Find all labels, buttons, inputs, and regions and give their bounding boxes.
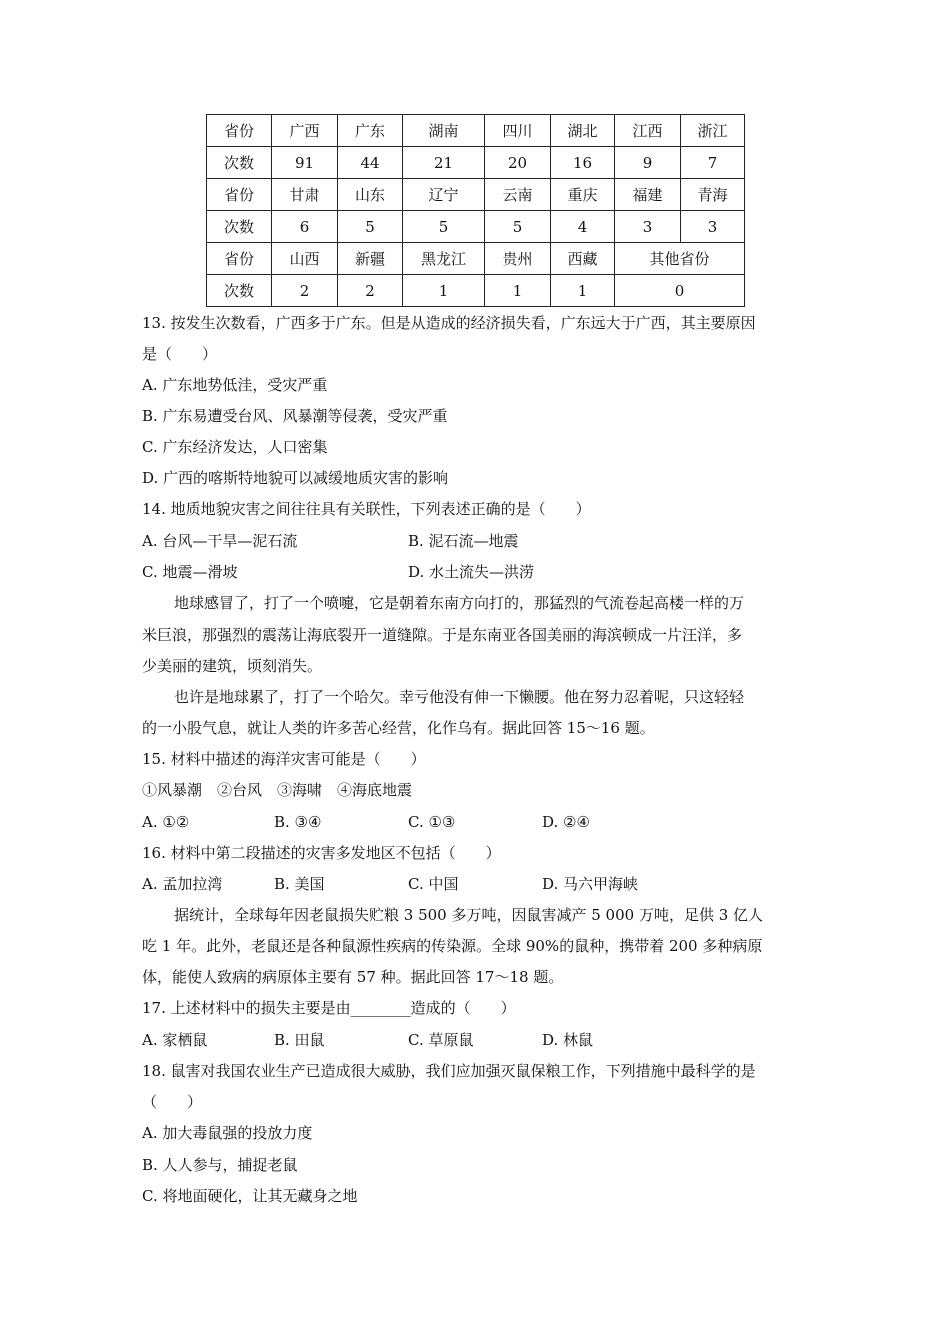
table-cell: 黑龙江 (403, 243, 485, 275)
table-cell: 16 (551, 147, 615, 179)
passage1-p1-line3: 少美丽的建筑，顷刻消失。 (142, 657, 323, 675)
q18-stem-cont: （ ） (142, 1093, 203, 1111)
q17-option-d: D. 林鼠 (542, 1031, 594, 1049)
passage2-line1: 据统计，全球每年因老鼠损失贮粮 3 500 多万吨，因鼠害减产 5 000 万吨，足供 3 亿人 (174, 906, 764, 924)
table-cell: 四川 (485, 115, 551, 147)
table-row (207, 179, 745, 211)
q16-stem: 16. 材料中第二段描述的灾害多发地区不包括（ ） (142, 844, 501, 862)
table-cell: 浙江 (681, 115, 745, 147)
table-cell: 20 (485, 147, 551, 179)
q13-stem-cont: 是（ ） (142, 345, 218, 363)
q13-option-d: D. 广西的喀斯特地貌可以减缓地质灾害的影响 (142, 469, 449, 487)
q17-option-c: C. 草原鼠 (408, 1031, 474, 1049)
table-row-header-cell: 次数 (207, 211, 272, 243)
table-cell: 2 (272, 275, 338, 307)
passage1-p1-line1: 地球感冒了，打了一个喷嚏，它是朝着东南方向打的，那猛烈的气流卷起高楼一样的万 (174, 594, 745, 612)
q18-option-a: A. 加大毒鼠强的投放力度 (142, 1124, 313, 1142)
table-cell: 3 (615, 211, 681, 243)
table-row (207, 147, 745, 179)
q13-option-a: A. 广东地势低洼，受灾严重 (142, 376, 328, 394)
table-cell: 3 (681, 211, 745, 243)
table-row-header-cell: 省份 (207, 115, 272, 147)
table-row (207, 275, 745, 307)
q14-option-c: C. 地震—滑坡 (142, 563, 238, 581)
passage1-p1-line2: 米巨浪，那强烈的震荡让海底裂开一道缝隙。于是东南亚各国美丽的海滨顿成一片汪洋，多 (142, 626, 743, 644)
table-cell: 7 (681, 147, 745, 179)
table-cell: 福建 (615, 179, 681, 211)
table-cell: 辽宁 (403, 179, 485, 211)
q13-stem: 13. 按发生次数看，广西多于广东。但是从造成的经济损失看，广东远大于广西，其主要原因 (142, 314, 756, 332)
q15-items: ①风暴潮 ②台风 ③海啸 ④海底地震 (142, 781, 413, 799)
q13-option-c: C. 广东经济发达，人口密集 (142, 438, 328, 456)
table-cell: 0 (615, 275, 745, 307)
table-cell: 9 (615, 147, 681, 179)
passage2-line3: 体，能使人致病的病原体主要有 57 种。据此回答 17～18 题。 (142, 968, 564, 986)
table-cell: 1 (403, 275, 485, 307)
q15-option-c: C. ①③ (408, 813, 456, 831)
table-cell: 湖北 (551, 115, 615, 147)
table-cell: 4 (551, 211, 615, 243)
q18-option-c: C. 将地面硬化，让其无藏身之地 (142, 1187, 358, 1205)
table-row-header-cell: 省份 (207, 243, 272, 275)
table-cell: 5 (338, 211, 403, 243)
table-cell: 江西 (615, 115, 681, 147)
table-cell: 21 (403, 147, 485, 179)
q14-option-d: D. 水土流失—洪涝 (408, 563, 535, 581)
q16-option-a: A. 孟加拉湾 (142, 875, 223, 893)
q18-option-b: B. 人人参与，捕捉老鼠 (142, 1156, 298, 1174)
table-cell: 44 (338, 147, 403, 179)
passage2-line2: 吃 1 年。此外，老鼠还是各种鼠源性疾病的传染源。全球 90%的鼠种，携带着 200 多种病原 (142, 937, 763, 955)
table-cell: 广西 (272, 115, 338, 147)
table-row (207, 211, 745, 243)
q17-option-b: B. 田鼠 (274, 1031, 325, 1049)
q15-option-d: D. ②④ (542, 813, 590, 831)
table-row-header-cell: 次数 (207, 147, 272, 179)
table-cell: 重庆 (551, 179, 615, 211)
q15-option-a: A. ①② (142, 813, 190, 831)
table-cell: 1 (551, 275, 615, 307)
table-cell: 山东 (338, 179, 403, 211)
q15-option-b: B. ③④ (274, 813, 322, 831)
table-cell: 91 (272, 147, 338, 179)
table-cell: 青海 (681, 179, 745, 211)
table-row-header-cell: 省份 (207, 179, 272, 211)
q14-stem: 14. 地质地貌灾害之间往往具有关联性，下列表述正确的是（ ） (142, 500, 591, 518)
table-cell: 其他省份 (615, 243, 745, 275)
table-cell: 1 (485, 275, 551, 307)
table-cell: 湖南 (403, 115, 485, 147)
disaster-count-table (206, 114, 745, 307)
q17-stem: 17. 上述材料中的损失主要是由________造成的（ ） (142, 999, 516, 1017)
table-cell: 贵州 (485, 243, 551, 275)
table-cell: 甘肃 (272, 179, 338, 211)
table-cell: 2 (338, 275, 403, 307)
q14-option-a: A. 台风—干旱—泥石流 (142, 532, 298, 550)
q17-option-a: A. 家栖鼠 (142, 1031, 208, 1049)
q13-option-b: B. 广东易遭受台风、风暴潮等侵袭，受灾严重 (142, 407, 448, 425)
q16-option-d: D. 马六甲海峡 (542, 875, 639, 893)
q15-stem: 15. 材料中描述的海洋灾害可能是（ ） (142, 750, 426, 768)
table-cell: 6 (272, 211, 338, 243)
table-row-header-cell: 次数 (207, 275, 272, 307)
q16-option-c: C. 中国 (408, 875, 459, 893)
table-cell: 5 (485, 211, 551, 243)
q18-stem: 18. 鼠害对我国农业生产已造成很大威胁，我们应加强灭鼠保粮工作，下列措施中最科学的是 (142, 1062, 756, 1080)
passage1-p2-line2: 的一小股气息，就让人类的许多苦心经营，化作乌有。据此回答 15～16 题。 (142, 719, 655, 737)
table-row (207, 115, 745, 147)
table-row (207, 243, 745, 275)
table-cell: 新疆 (338, 243, 403, 275)
table-cell: 西藏 (551, 243, 615, 275)
table-cell: 山西 (272, 243, 338, 275)
table-cell: 广东 (338, 115, 403, 147)
table-cell: 5 (403, 211, 485, 243)
passage1-p2-line1: 也许是地球累了，打了一个哈欠。幸亏他没有伸一下懒腰。他在努力忍着呢，只这轻轻 (174, 688, 745, 706)
q14-option-b: B. 泥石流—地震 (408, 532, 519, 550)
q16-option-b: B. 美国 (274, 875, 325, 893)
table-cell: 云南 (485, 179, 551, 211)
